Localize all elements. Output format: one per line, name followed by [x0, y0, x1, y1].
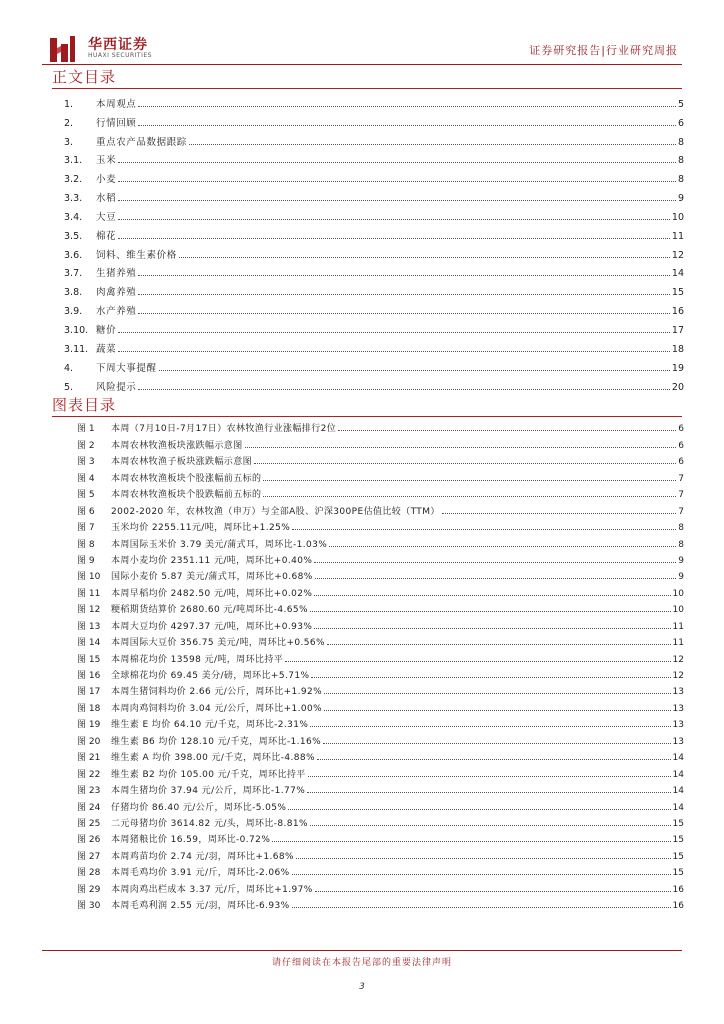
toc-entry-page: 15: [671, 287, 684, 299]
chart-entry-leader: [324, 710, 670, 711]
toc-entry-text: 棉花: [96, 230, 117, 242]
toc-entry[interactable]: [64, 336, 684, 355]
chart-entry-number: 图 10: [77, 572, 101, 583]
toc-entry-number: 3.7.: [64, 268, 83, 280]
charts-toc-title-rule: [52, 416, 682, 417]
chart-entry-text: 维生素 B6 均价 128.10 元/千克，周环比-1.16%: [111, 736, 322, 747]
toc-entry-page: 16: [671, 306, 684, 318]
chart-entry-text: 本周农林牧渔板块个股涨幅前五标的: [111, 473, 262, 484]
toc-entry[interactable]: [64, 166, 684, 185]
toc-entry-page: 14: [671, 268, 684, 280]
report-type-label: 证券研究报告|行业研究周报: [529, 44, 678, 57]
toc-entry-leader: [138, 125, 676, 126]
toc-entry-number: 3.3.: [64, 193, 83, 205]
chart-entry-page: 13: [672, 687, 684, 698]
chart-entry-number: 图 25: [77, 818, 101, 829]
chart-entry-page: 10: [672, 605, 684, 616]
chart-entry-page: 9: [678, 572, 684, 583]
footer-divider: [42, 950, 682, 951]
chart-entry-text: 维生素 A 均价 398.00 元/千克，周环比-4.88%: [111, 753, 315, 764]
chart-entry-page: 6: [678, 424, 684, 435]
chart-entry-number: 图 20: [77, 736, 101, 747]
chart-entry-number: 图 3: [77, 457, 95, 468]
toc-entry-text: 生猪养殖: [96, 268, 137, 280]
chart-entry-leader: [317, 759, 671, 760]
toc-entry-text: 饲料、维生素价格: [96, 249, 177, 261]
chart-entry-text: 二元母猪均价 3614.82 元/头，周环比-8.81%: [111, 818, 309, 829]
chart-entry-text: 本周（7月10日-7月17日）农林牧渔行业涨幅排行2位: [111, 424, 337, 435]
toc-entry-number: 3.6.: [64, 249, 83, 261]
chart-entry-page: 14: [672, 786, 684, 797]
chart-entry[interactable]: [77, 813, 684, 829]
chart-entry-number: 图 26: [77, 835, 101, 846]
toc-entry-page: 8: [677, 174, 684, 186]
toc-entry-number: 1.: [64, 98, 74, 110]
chart-entry-text: 国际小麦价 5.87 美元/蒲式耳，周环比+0.68%: [111, 572, 313, 583]
chart-entry-text: 本周肉鸡出栏成本 3.37 元/斤，周环比+1.97%: [111, 884, 313, 895]
chart-entry-number: 图 29: [77, 884, 101, 895]
chart-entry-text: 全球棉花均价 69.45 美分/磅，周环比+5.71%: [111, 671, 310, 681]
chart-entry-number: 图 16: [77, 671, 101, 681]
brand-name-en: HUAXI SECURITIES: [88, 52, 152, 59]
chart-entry-text: 本周毛鸡利润 2.55 元/羽，周环比-6.93%: [111, 901, 290, 912]
toc-entry-number: 3.2.: [64, 174, 83, 186]
chart-entry-number: 图 18: [77, 703, 101, 714]
brand-name-cn: 华西证券: [88, 37, 148, 53]
legal-disclaimer: 请仔细阅读在本报告尾部的重要法律声明: [271, 958, 452, 968]
chart-entry-number: 图 19: [77, 720, 101, 731]
chart-entry[interactable]: [77, 714, 684, 730]
toc-entry-number: 3.8.: [64, 287, 83, 299]
chart-entry-leader: [310, 825, 671, 826]
chart-entry-number: 图 2: [77, 440, 95, 451]
toc-entry-page: 5: [677, 98, 684, 110]
chart-entry-page: 16: [672, 884, 684, 895]
chart-entry-page: 15: [672, 851, 684, 862]
toc-entry[interactable]: [64, 374, 684, 393]
chart-entry-leader: [292, 529, 676, 530]
toc-entry-number: 3.1.: [64, 155, 83, 167]
toc-entry[interactable]: [64, 223, 684, 242]
chart-entry-text: 本周国际玉米价 3.79 美元/蒲式耳，周环比-1.03%: [111, 539, 328, 550]
chart-entry-number: 图 12: [77, 605, 101, 616]
chart-entry[interactable]: [77, 566, 684, 582]
chart-entry-number: 图 11: [77, 588, 101, 599]
chart-entry-page: 6: [678, 457, 684, 468]
toc-entry-number: 3.: [64, 136, 74, 148]
chart-entry-text: 本周肉鸡饲料均价 3.04 元/公斤，周环比+1.00%: [111, 703, 323, 714]
chart-entry-page: 8: [678, 539, 684, 550]
toc-entry-text: 糖价: [96, 324, 117, 336]
chart-entry-leader: [263, 496, 676, 497]
toc-entry-leader: [118, 332, 670, 333]
toc-entry-page: 17: [671, 324, 684, 336]
chart-entry-text: 本周鸡苗均价 2.74 元/羽，周环比+1.68%: [111, 851, 294, 862]
toc-entry[interactable]: [64, 279, 684, 298]
toc-entry-leader: [159, 370, 670, 371]
chart-entry-text: 本周生猪均价 37.94 元/公斤，周环比-1.77%: [111, 786, 306, 797]
toc-entry-page: 10: [671, 211, 684, 223]
chart-entry[interactable]: [77, 418, 684, 434]
chart-entry-text: 本周农林牧渔子板块涨跌幅示意图: [111, 457, 253, 468]
toc-entry[interactable]: [64, 110, 684, 129]
toc-list: [64, 91, 684, 393]
toc-entry-leader: [118, 351, 670, 352]
chart-entry-leader: [310, 611, 671, 612]
chart-entry-text: 维生素 B2 均价 105.00 元/千克，周环比持平: [111, 769, 306, 780]
chart-entry-page: 12: [672, 671, 684, 681]
toc-entry-text: 重点农产品数据跟踪: [96, 136, 187, 148]
chart-entry[interactable]: [77, 697, 684, 713]
toc-entry-number: 3.4.: [64, 211, 83, 223]
chart-entry-number: 图 15: [77, 654, 101, 665]
toc-entry-page: 12: [671, 249, 684, 261]
toc-entry[interactable]: [64, 204, 684, 223]
toc-entry-leader: [118, 162, 676, 163]
chart-entry-number: 图 28: [77, 868, 101, 879]
chart-entry-page: 15: [672, 868, 684, 879]
chart-entry-page: 7: [678, 506, 684, 517]
toc-entry-leader: [179, 257, 670, 258]
chart-entry-number: 图 24: [77, 802, 101, 813]
chart-entry-page: 12: [672, 654, 684, 665]
chart-entry-leader: [292, 907, 671, 908]
chart-entry[interactable]: [77, 599, 684, 615]
chart-entry-page: 14: [672, 802, 684, 813]
chart-entry-number: 图 23: [77, 786, 101, 797]
chart-entry-number: 图 14: [77, 638, 101, 649]
toc-entry-text: 大豆: [96, 211, 117, 223]
toc-entry-page: 11: [671, 230, 684, 242]
chart-entry-text: 本周早稻均价 2482.50 元/吨，周环比+0.02%: [111, 588, 313, 599]
toc-entry-text: 风险提示: [96, 381, 137, 393]
chart-entry-leader: [310, 726, 670, 727]
huaxi-logo-icon: [48, 34, 78, 64]
toc-entry-page: 6: [677, 117, 684, 129]
chart-entry[interactable]: [77, 780, 684, 796]
toc-entry[interactable]: [64, 298, 684, 317]
chart-entry-number: 图 22: [77, 769, 101, 780]
chart-entry-text: 本周棉花均价 13598 元/吨，周环比持平: [111, 654, 284, 665]
toc-entry[interactable]: [64, 185, 684, 204]
chart-entry[interactable]: [77, 796, 684, 812]
chart-entry-text: 本周国际大豆价 356.75 美元/吨，周环比+0.56%: [111, 638, 325, 649]
toc-entry-leader: [118, 181, 676, 182]
chart-entry[interactable]: [77, 878, 684, 894]
toc-entry-number: 3.10.: [64, 324, 89, 336]
toc-entry-leader: [138, 106, 676, 107]
charts-toc-title: 图表目录: [52, 396, 117, 414]
chart-entry-page: 13: [672, 720, 684, 731]
chart-entry-page: 14: [672, 753, 684, 764]
chart-entry-number: 图 21: [77, 753, 101, 764]
chart-entry-leader: [338, 430, 676, 431]
chart-entry-leader: [442, 513, 676, 514]
chart-entry[interactable]: [77, 845, 684, 861]
toc-entry[interactable]: [64, 91, 684, 110]
chart-entry-page: 7: [678, 473, 684, 484]
toc-entry-text: 蔬菜: [96, 343, 117, 355]
chart-entry-text: 本周毛鸡均价 3.91 元/斤，周环比-2.06%: [111, 868, 290, 879]
chart-entry-page: 15: [672, 835, 684, 846]
chart-entry[interactable]: [77, 434, 684, 450]
page-header: [42, 30, 682, 64]
toc-entry-leader: [138, 389, 670, 390]
chart-entry[interactable]: [77, 500, 684, 516]
chart-entry-number: 图 5: [77, 490, 95, 501]
chart-entry[interactable]: [77, 615, 684, 631]
chart-entry[interactable]: [77, 550, 684, 566]
toc-entry-page: 19: [671, 362, 684, 374]
chart-entry-number: 图 9: [77, 555, 95, 566]
chart-entry-leader: [285, 661, 670, 662]
chart-entry-number: 图 4: [77, 473, 95, 484]
toc-entry-leader: [189, 144, 676, 145]
chart-entry-leader: [314, 562, 676, 563]
chart-entry-page: 14: [672, 769, 684, 780]
chart-entry-leader: [307, 792, 670, 793]
chart-entry-page: 11: [672, 638, 684, 649]
chart-entry-leader: [315, 578, 677, 579]
chart-entry-page: 11: [672, 621, 684, 632]
chart-entry[interactable]: [77, 681, 684, 697]
toc-entry-leader: [118, 238, 670, 239]
chart-entry-number: 图 1: [77, 424, 95, 435]
chart-entry-page: 7: [678, 490, 684, 501]
toc-title-rule: [52, 88, 682, 89]
chart-entry-text: 维生素 E 均价 64.10 元/千克，周环比-2.31%: [111, 720, 309, 731]
chart-entry[interactable]: [77, 467, 684, 483]
chart-entry-leader: [329, 546, 676, 547]
chart-entry-leader: [315, 891, 671, 892]
chart-entry[interactable]: [77, 648, 684, 664]
toc-entry-page: 9: [677, 193, 684, 205]
chart-entry[interactable]: [77, 533, 684, 549]
chart-entry-text: 2002-2020 年，农林牧渔（申万）与全部A股、沪深300PE估值比较（TTM）: [111, 506, 440, 517]
chart-entry-text: 本周生猪饲料均价 2.66 元/公斤，周环比+1.92%: [111, 687, 323, 698]
chart-entry[interactable]: [77, 451, 684, 467]
toc-entry-text: 水产养殖: [96, 306, 137, 318]
toc-entry[interactable]: [64, 317, 684, 336]
toc-entry-leader: [138, 294, 670, 295]
chart-entry-page: 8: [678, 523, 684, 534]
toc-entry-page: 8: [677, 136, 684, 148]
chart-entry-leader: [327, 644, 671, 645]
chart-entry-page: 9: [678, 555, 684, 566]
chart-entry-text: 本周猪粮比价 16.59，周环比-0.72%: [111, 835, 271, 846]
chart-entry[interactable]: [77, 747, 684, 763]
chart-entry-leader: [324, 693, 670, 694]
toc-entry-text: 下周大事提醒: [96, 362, 157, 374]
chart-entry-leader: [314, 595, 670, 596]
chart-entry-page: 13: [672, 736, 684, 747]
chart-entry[interactable]: [77, 517, 684, 533]
page-number: 3: [359, 982, 365, 992]
chart-entry-leader: [263, 480, 676, 481]
toc-entry[interactable]: [64, 355, 684, 374]
chart-entry-number: 图 13: [77, 621, 101, 632]
chart-entry-leader: [308, 776, 671, 777]
chart-entry[interactable]: [77, 582, 684, 598]
chart-entry-leader: [311, 677, 670, 678]
toc-entry-number: 3.5.: [64, 230, 83, 242]
chart-entry-leader: [272, 841, 670, 842]
chart-entry-page: 13: [672, 703, 684, 714]
toc-entry[interactable]: [64, 261, 684, 280]
toc-entry[interactable]: [64, 129, 684, 148]
chart-entry-leader: [288, 809, 670, 810]
chart-entry-leader: [314, 628, 670, 629]
chart-entry[interactable]: [77, 632, 684, 648]
toc-entry-text: 水稻: [96, 193, 117, 205]
chart-entry-text: 本周农林牧渔板块个股跌幅前五标的: [111, 490, 262, 501]
toc-entry-page: 8: [677, 155, 684, 167]
toc-entry-page: 20: [671, 381, 684, 393]
toc-entry-leader: [118, 200, 676, 201]
chart-entry-number: 图 30: [77, 901, 101, 912]
chart-entry-text: 本周小麦均价 2351.11 元/吨，周环比+0.40%: [111, 555, 313, 566]
toc-entry-leader: [118, 219, 670, 220]
toc-entry-text: 玉米: [96, 155, 117, 167]
chart-entry[interactable]: [77, 862, 684, 878]
chart-entry-text: 本周农林牧渔板块涨跌幅示意图: [111, 440, 243, 451]
chart-entry-leader: [323, 743, 670, 744]
chart-entry-number: 图 17: [77, 687, 101, 698]
chart-entry[interactable]: [77, 730, 684, 746]
chart-entry-leader: [292, 874, 671, 875]
chart-entry-page: 15: [672, 818, 684, 829]
toc-entry-leader: [138, 313, 670, 314]
toc-entry-text: 小麦: [96, 174, 117, 186]
chart-entry-page: 10: [672, 588, 684, 599]
toc-entry-text: 行情回顾: [96, 117, 137, 129]
charts-toc-list: [77, 418, 684, 911]
toc-entry-text: 本周观点: [96, 98, 137, 110]
chart-entry[interactable]: [77, 665, 684, 681]
toc-title: 正文目录: [52, 68, 117, 86]
toc-entry-number: 3.11.: [64, 343, 89, 355]
chart-entry-page: 6: [678, 440, 684, 451]
chart-entry-page: 16: [672, 901, 684, 912]
chart-entry-number: 图 6: [77, 506, 95, 517]
chart-entry-text: 仔猪均价 86.40 元/公斤，周环比-5.05%: [111, 802, 287, 813]
chart-entry[interactable]: [77, 895, 684, 911]
chart-entry-leader: [245, 447, 677, 448]
chart-entry-text: 本周大豆均价 4297.37 元/吨，周环比+0.93%: [111, 621, 313, 632]
toc-entry-number: 3.9.: [64, 306, 83, 318]
toc-entry-number: 2.: [64, 117, 74, 129]
toc-entry[interactable]: [64, 148, 684, 167]
toc-entry-number: 4.: [64, 362, 74, 374]
toc-entry-leader: [138, 275, 670, 276]
chart-entry-leader: [254, 463, 676, 464]
chart-entry-text: 玉米均价 2255.11元/吨，周环比+1.25%: [111, 523, 291, 534]
toc-entry-text: 肉禽养殖: [96, 287, 137, 299]
chart-entry-leader: [296, 858, 671, 859]
toc-entry[interactable]: [64, 242, 684, 261]
header-divider: [42, 64, 682, 65]
chart-entry-number: 图 7: [77, 523, 95, 534]
toc-entry-page: 18: [671, 343, 684, 355]
chart-entry-text: 粳稻期货结算价 2680.60 元/吨周环比-4.65%: [111, 605, 309, 616]
chart-entry[interactable]: [77, 829, 684, 845]
chart-entry[interactable]: [77, 484, 684, 500]
chart-entry[interactable]: [77, 763, 684, 779]
chart-entry-number: 图 27: [77, 851, 101, 862]
toc-entry-number: 5.: [64, 381, 74, 393]
chart-entry-number: 图 8: [77, 539, 95, 550]
